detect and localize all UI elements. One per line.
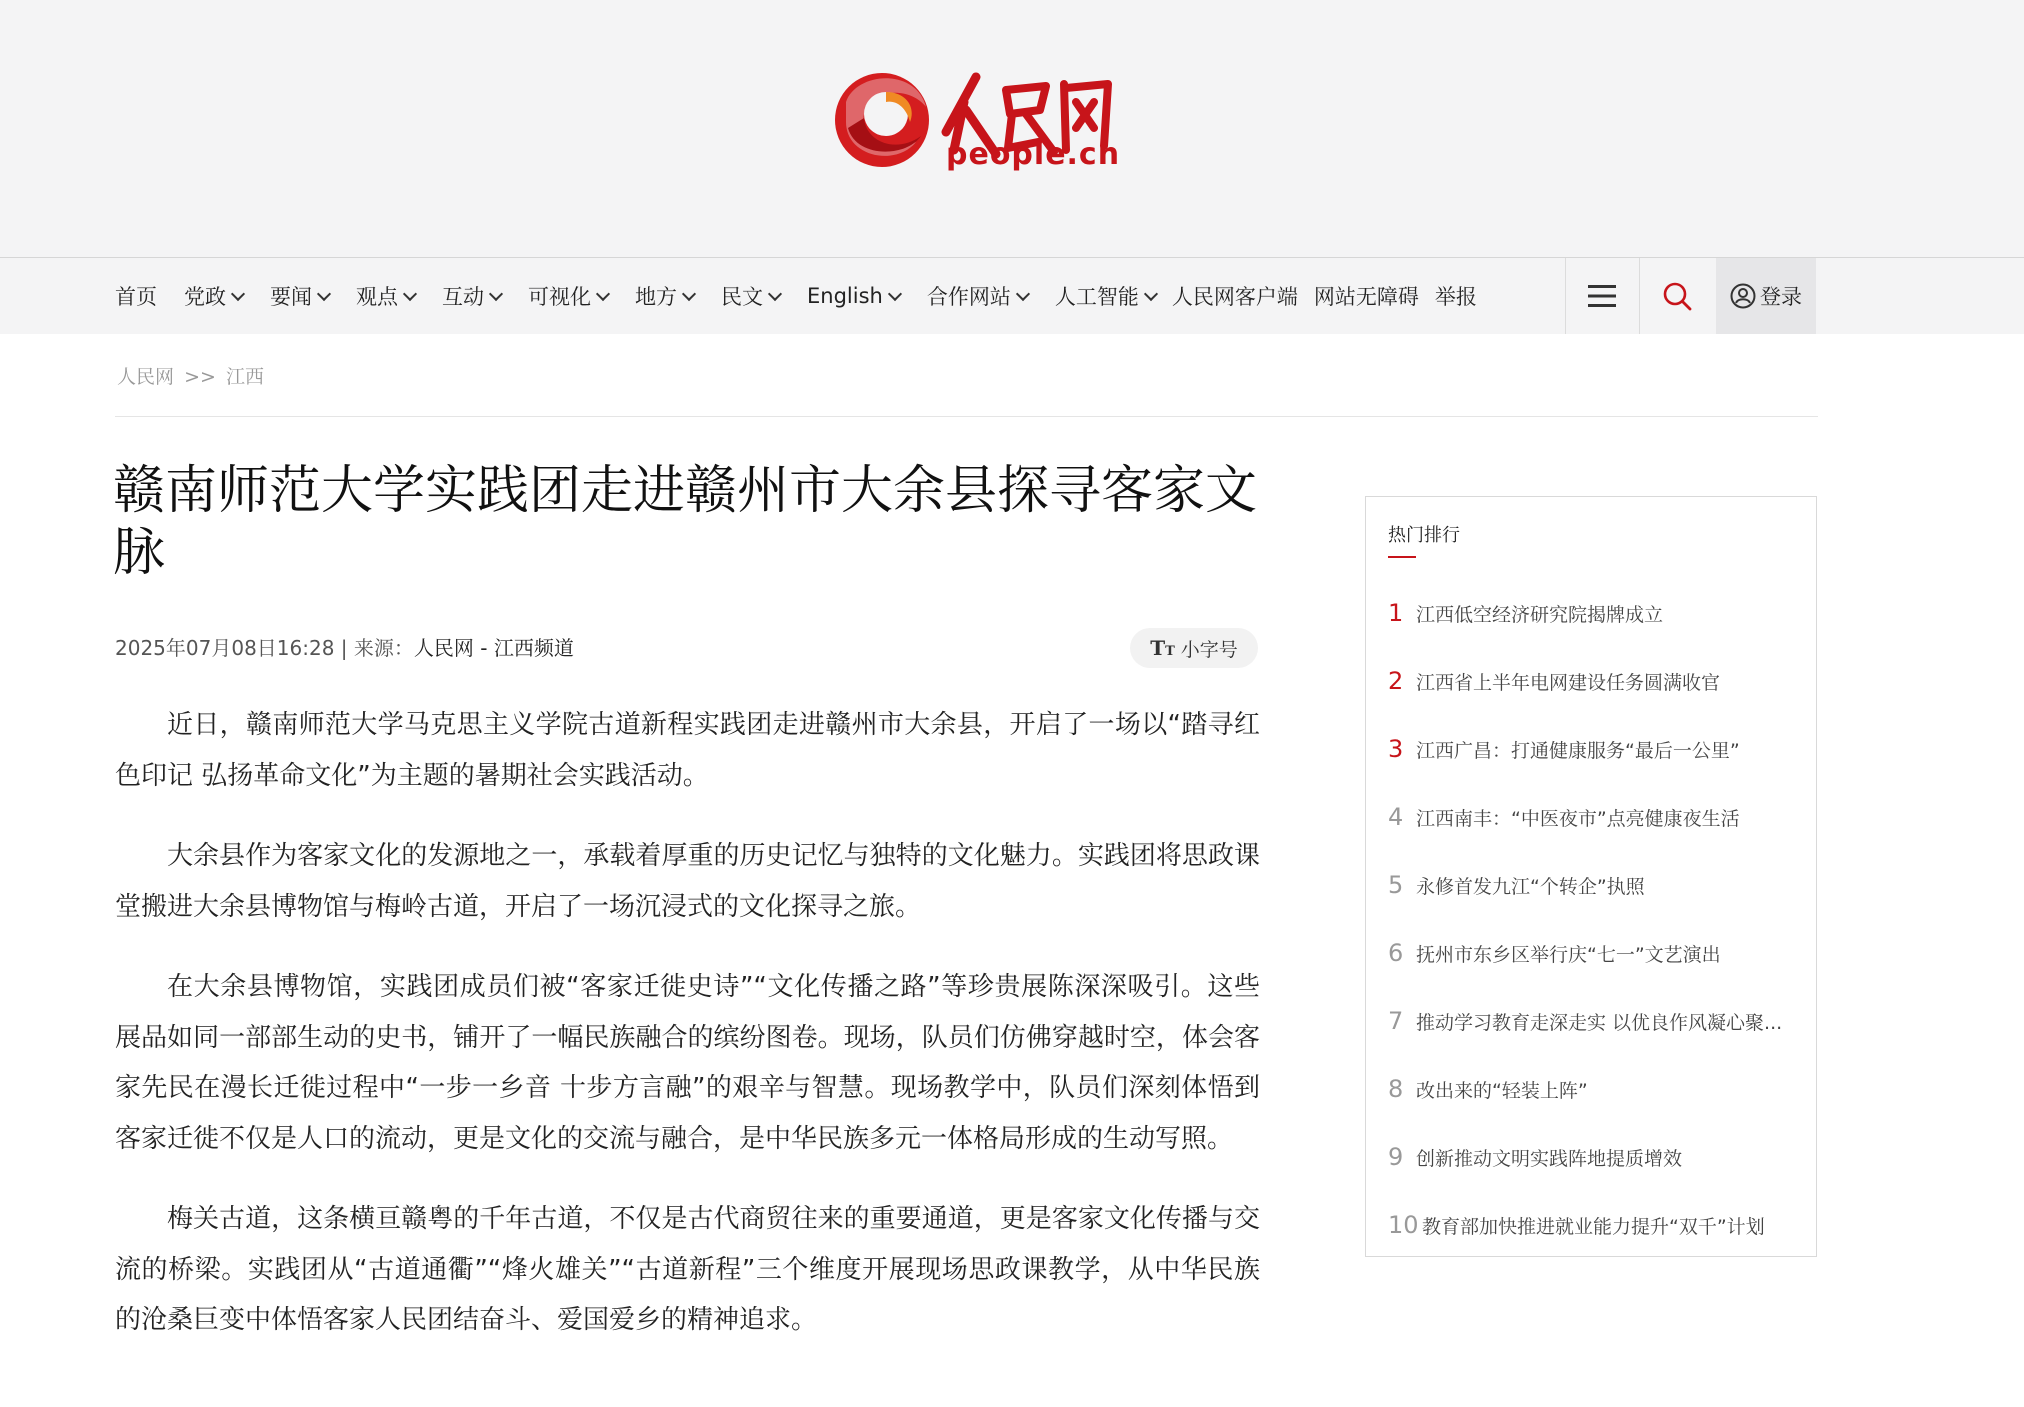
user-circle-icon: [1730, 283, 1756, 309]
search-button[interactable]: [1640, 258, 1714, 334]
logo-domain-text: people.cn: [946, 137, 1121, 172]
hot-item-link[interactable]: 推动学习教育走深走实 以优良作风凝心聚...: [1416, 1011, 1783, 1034]
article-body: [115, 700, 1260, 1376]
chevron-down-icon: [768, 286, 782, 300]
article-paragraph: 梅关古道，这条横亘赣粤的千年古道，不仅是古代商贸往来的重要通道，更是客家文化传播与交流的桥梁。实践团从“古道通衢”“烽火雄关”“古道新程”三个维度开展现场思政课教学，从中华民族的沧桑巨变中体悟客家人民团结奋斗、爱国爱乡的精神追求。: [115, 1204, 1260, 1335]
source-name[interactable]: 人民网 - 江西频道: [413, 636, 574, 660]
hot-item-link[interactable]: 江西低空经济研究院揭牌成立: [1416, 603, 1664, 626]
hot-item-link[interactable]: 江西南丰：“中医夜市”点亮健康夜生活: [1416, 807, 1740, 830]
site-header: [0, 0, 2024, 258]
nav-item[interactable]: [442, 281, 501, 311]
hot-item-link[interactable]: 江西广昌：打通健康服务“最后一公里”: [1416, 739, 1740, 762]
hot-item-link[interactable]: 江西省上半年电网建设任务圆满收官: [1416, 671, 1721, 694]
nav-item-label: 人民网客户端: [1171, 285, 1298, 309]
breadcrumb: [117, 362, 264, 389]
nav-item-label: 互动: [442, 285, 484, 309]
hot-rank-number: 6: [1388, 939, 1404, 967]
main-nav: [0, 258, 2024, 334]
nav-item[interactable]: [721, 281, 780, 311]
hamburger-icon: [1588, 284, 1616, 308]
chevron-down-icon: [231, 286, 245, 300]
nav-item-label: 网站无障碍: [1313, 285, 1419, 309]
nav-item[interactable]: [528, 281, 608, 311]
hot-ranking-item[interactable]: [1366, 1055, 1818, 1123]
hot-rank-number: 10: [1388, 1211, 1419, 1239]
font-size-icon: TT: [1150, 636, 1175, 660]
chevron-down-icon: [1144, 286, 1158, 300]
hot-ranking-list: [1366, 579, 1818, 1259]
hot-item-link[interactable]: 教育部加快推进就业能力提升“双千”计划: [1422, 1215, 1765, 1238]
chevron-down-icon: [1016, 286, 1030, 300]
hot-item-link[interactable]: 改出来的“轻装上阵”: [1416, 1079, 1588, 1102]
hot-ranking-item[interactable]: [1366, 579, 1818, 647]
nav-item[interactable]: [1314, 281, 1419, 311]
nav-item-label: English: [807, 284, 883, 308]
source-label: 来源：: [353, 636, 414, 660]
hot-ranking-item[interactable]: [1366, 919, 1818, 987]
hot-rank-number: 7: [1388, 1007, 1404, 1035]
chevron-down-icon: [682, 286, 696, 300]
hot-rank-number: 4: [1388, 803, 1404, 831]
publish-datetime: 2025年07月08日16:28: [115, 636, 335, 660]
nav-item-label: 首页: [115, 285, 157, 309]
hot-rank-number: 8: [1388, 1075, 1404, 1103]
chevron-down-icon: [403, 286, 417, 300]
hot-rank-number: 9: [1388, 1143, 1404, 1171]
search-icon: [1662, 281, 1692, 311]
nav-item[interactable]: [635, 281, 694, 311]
nav-item[interactable]: [927, 281, 1028, 311]
nav-item[interactable]: [1435, 281, 1477, 311]
hot-ranking-item[interactable]: [1366, 715, 1818, 783]
hot-ranking-panel: [1365, 496, 1817, 1257]
breadcrumb-divider: [115, 416, 1818, 417]
nav-item-label: 人工智能: [1054, 285, 1139, 309]
article-paragraph: 在大余县博物馆，实践团成员们被“客家迁徙史诗”“文化传播之路”等珍贵展陈深深吸引。这些展品如同一部部生动的史书，铺开了一幅民族融合的缤纷图卷。现场，队员们仿佛穿越时空，体会客家先民在漫长迁徙过程中“一步一乡音 十步方言融”的艰辛与智慧。现场教学中，队员们深刻体悟到客家迁徙不仅是人口的流动，更是文化的交流与融合，是中华民族多元一体格局形成的生动写照。: [115, 972, 1260, 1154]
article-paragraph: 大余县作为客家文化的发源地之一，承载着厚重的历史记忆与独特的文化魅力。实践团将思政课堂搬进大余县博物馆与梅岭古道，开启了一场沉浸式的文化探寻之旅。: [115, 841, 1260, 922]
nav-item[interactable]: [270, 281, 329, 311]
nav-items: [115, 258, 1493, 334]
hot-rank-number: 1: [1388, 599, 1404, 627]
nav-item[interactable]: [184, 281, 243, 311]
hot-rank-number: 2: [1388, 667, 1404, 695]
font-size-toggle[interactable]: [1130, 628, 1258, 668]
hot-ranking-title: 热门排行: [1388, 525, 1460, 546]
breadcrumb-current-link[interactable]: 江西: [225, 366, 264, 388]
font-size-label: 小字号: [1180, 638, 1238, 661]
article-title: 赣南师范大学实践团走进赣州市大余县探寻客家文脉: [113, 461, 1258, 583]
hot-rank-number: 3: [1388, 735, 1404, 763]
nav-item[interactable]: [1055, 281, 1156, 311]
nav-item-label: 要闻: [270, 285, 312, 309]
hot-ranking-item[interactable]: [1366, 851, 1818, 919]
nav-item-label: 党政: [184, 285, 226, 309]
chevron-down-icon: [596, 286, 610, 300]
article-paragraph: 近日，赣南师范大学马克思主义学院古道新程实践团走进赣州市大余县，开启了一场以“踏寻红色印记 弘扬革命文化”为主题的暑期社会实践活动。: [115, 710, 1260, 791]
nav-item-label: 观点: [356, 285, 398, 309]
hot-ranking-item[interactable]: [1366, 1191, 1818, 1259]
nav-item[interactable]: [356, 281, 415, 311]
meta-divider: |: [340, 636, 348, 660]
hot-item-link[interactable]: 抚州市东乡区举行庆“七一”文艺演出: [1416, 943, 1721, 966]
chevron-down-icon: [317, 286, 331, 300]
breadcrumb-separator: >>: [184, 366, 216, 388]
nav-item[interactable]: [807, 284, 900, 308]
nav-item-label: 举报: [1434, 285, 1477, 309]
hot-rank-number: 5: [1388, 871, 1404, 899]
breadcrumb-home-link[interactable]: 人民网: [117, 366, 175, 388]
menu-button[interactable]: [1566, 258, 1638, 334]
nav-item[interactable]: [1172, 281, 1298, 311]
nav-item-label: 可视化: [528, 285, 591, 309]
hot-ranking-item[interactable]: [1366, 783, 1818, 851]
article-meta: [115, 632, 574, 661]
nav-item-label: 合作网站: [926, 285, 1011, 309]
login-label: 登录: [1760, 285, 1802, 309]
hot-item-link[interactable]: 永修首发九江“个转企”执照: [1416, 875, 1645, 898]
nav-item[interactable]: [115, 281, 157, 311]
chevron-down-icon: [489, 286, 503, 300]
hot-title-underline: [1388, 556, 1416, 558]
chevron-down-icon: [888, 286, 902, 300]
hot-ranking-item[interactable]: [1366, 1123, 1818, 1191]
login-button[interactable]: [1716, 258, 1816, 334]
hot-ranking-item[interactable]: [1366, 647, 1818, 715]
hot-item-link[interactable]: 创新推动文明实践阵地提质增效: [1416, 1147, 1683, 1170]
nav-item-label: 民文: [721, 285, 763, 309]
nav-item-label: 地方: [635, 285, 677, 309]
hot-ranking-item[interactable]: [1366, 987, 1818, 1055]
